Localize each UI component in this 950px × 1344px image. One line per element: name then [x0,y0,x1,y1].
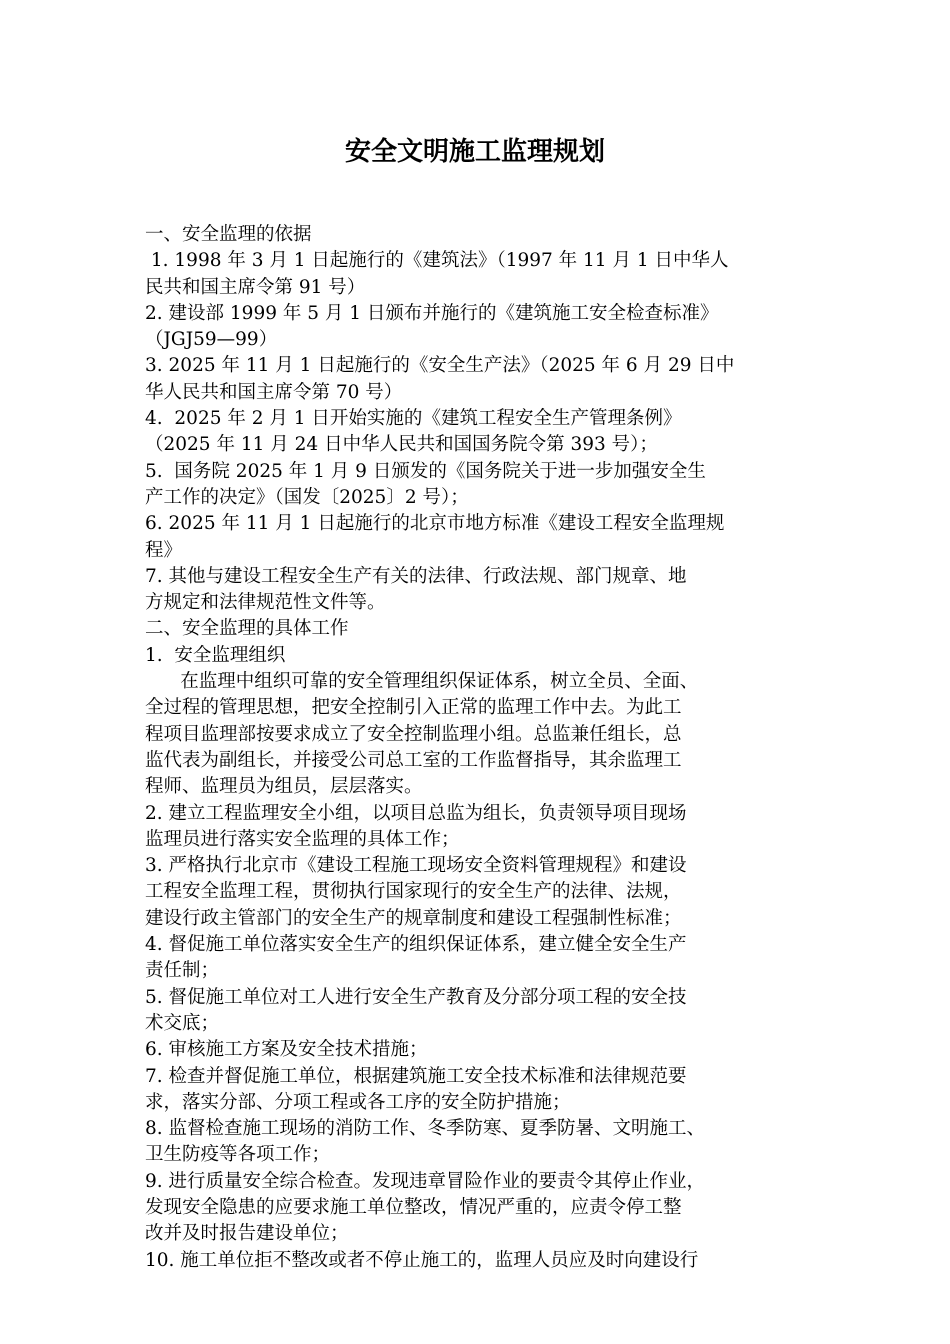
text-line: 7. 其他与建设工程安全生产有关的法律、行政法规、部门规章、地 [145,565,687,587]
text-line: 程》 [145,539,183,561]
text-line: 一、安全监理的依据 [145,224,312,245]
text-line: 在监理中组织可靠的安全管理组织保证体系，树立全员、全面、 [145,671,699,693]
text-line: 6. 审核施工方案及安全技术措施； [145,1039,428,1061]
text-line: 责任制； [145,960,220,982]
text-line: 术交底； [145,1012,220,1034]
text-line: 建设行政主管部门的安全生产的规章制度和建设工程强制性标准； [145,907,682,929]
text-line: 3. 严格执行北京市《建设工程施工现场安全资料管理规程》和建设 [145,855,687,877]
text-line: 6. 2025 年 11 月 1 日起施行的北京市地方标准《建设工程安全监理规 [145,513,725,535]
text-line: 1. 安全监理组织 [145,644,286,666]
text-line: 二、安全监理的具体工作 [145,618,349,640]
text-line: 5. 督促施工单位对工人进行安全生产教育及分部分项工程的安全技 [145,986,687,1008]
text-line: 华人民共和国主席令第 70 号） [145,381,403,403]
text-line: 9. 进行质量安全综合检查。发现违章冒险作业的要责令其停止作业， [145,1170,706,1192]
text-line: 发现安全隐患的应要求施工单位整改，情况严重的，应责令停工整 [145,1196,682,1218]
text-line: 程项目监理部按要求成立了安全控制监理小组。总监兼任组长，总 [145,723,682,745]
text-line: 产工作的决定》（国发〔2025〕2 号）； [145,486,469,508]
document-title: 安全文明施工监理规划 [344,137,605,167]
text-line: 3. 2025 年 11 月 1 日起施行的《安全生产法》（2025 年 6 月 29 日中 [145,355,735,377]
text-line: 监理员进行落实安全监理的具体工作； [145,828,460,850]
text-line: 工程安全监理工程，贯彻执行国家现行的安全生产的法律、法规， [145,881,682,903]
text-line: 改并及时报告建设单位； [145,1223,349,1245]
text-line: 民共和国主席令第 91 号） [145,276,366,298]
text-line: 10. 施工单位拒不整改或者不停止施工的，监理人员应及时向建设行 [145,1249,699,1271]
text-line: 全过程的管理思想，把安全控制引入正常的监理工作中去。为此工 [145,697,682,719]
document-body [145,222,810,1274]
text-line: 4. 2025 年 2 月 1 日开始实施的《建筑工程安全生产管理条例》 [145,408,682,430]
text-line: 程师、监理员为组员，层层落实。 [145,776,423,798]
text-line: 2. 建立工程监理安全小组，以项目总监为组长，负责领导项目现场 [145,802,687,824]
text-line: 卫生防疫等各项工作； [145,1144,331,1166]
text-line: 方规定和法律规范性文件等。 [145,592,386,614]
text-line: 7. 检查并督促施工单位，根据建筑施工安全技术标准和法律规范要 [145,1065,687,1087]
text-line: 2. 建设部 1999 年 5 月 1 日颁布并施行的《建筑施工安全检查标准》 [145,302,719,324]
text-line: 求，落实分部、分项工程或各工序的安全防护措施； [145,1091,571,1113]
text-line: 监代表为副组长，并接受公司总工室的工作监督指导，其余监理工 [145,749,682,771]
text-line: 5. 国务院 2025 年 1 月 9 日颁发的《国务院关于进一步加强安全生 [145,460,706,482]
text-line: 1. 1998 年 3 月 1 日起施行的《建筑法》（1997 年 11 月 1 日中华人 [145,250,729,272]
text-line: （2025 年 11 月 24 日中华人民共和国国务院令第 393 号）； [145,434,658,456]
text-line: 4. 督促施工单位落实安全生产的组织保证体系，建立健全安全生产 [145,934,687,956]
text-line: 8. 监督检查施工现场的消防工作、冬季防寒、夏季防暑、文明施工、 [145,1118,706,1140]
text-line: （JGJ59—99） [145,329,278,351]
